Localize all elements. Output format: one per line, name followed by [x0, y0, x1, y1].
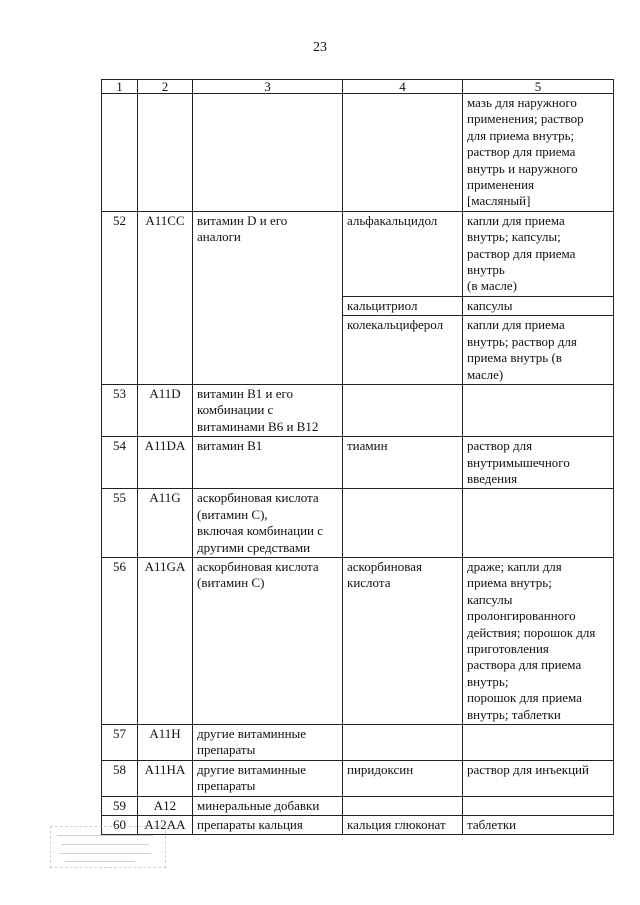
row-number: 57: [102, 725, 138, 761]
dosage-forms: [463, 489, 614, 558]
anatomical-group: аскорбиновая кислота (витамин С), включая комбинации с другими средствами: [193, 489, 343, 558]
atc-code: A11D: [138, 384, 193, 436]
anatomical-group: препараты кальция: [193, 816, 343, 835]
dosage-forms: капли для приема внутрь; раствор для приема внутрь (в масле): [463, 316, 614, 385]
table-row: [102, 384, 614, 436]
row-number: [102, 94, 138, 212]
dosage-forms: капсулы: [463, 296, 614, 315]
atc-code: A11G: [138, 489, 193, 558]
header-col-5: 5: [463, 80, 614, 94]
anatomical-group: витамин В1: [193, 437, 343, 489]
drug-name: колекальциферол: [343, 316, 463, 385]
drug-name: кальцитриол: [343, 296, 463, 315]
anatomical-group: аскорбиновая кислота (витамин С): [193, 557, 343, 724]
table-row: [102, 437, 614, 489]
drug-table: [101, 79, 614, 835]
faded-stamp: [50, 826, 166, 868]
row-number: 54: [102, 437, 138, 489]
table-row: [102, 557, 614, 724]
drug-name: [343, 94, 463, 212]
atc-code: A12AA: [138, 816, 193, 835]
atc-code: A11DA: [138, 437, 193, 489]
atc-code: A11H: [138, 725, 193, 761]
table-row: [102, 94, 614, 212]
header-col-1: 1: [102, 80, 138, 94]
table-row: [102, 489, 614, 558]
row-number: 60: [102, 816, 138, 835]
table-header-row: [102, 80, 614, 94]
header-col-4: 4: [343, 80, 463, 94]
row-number: 59: [102, 796, 138, 815]
table-row: [102, 725, 614, 761]
dosage-forms: [463, 796, 614, 815]
row-number: 56: [102, 557, 138, 724]
atc-code: A11HA: [138, 760, 193, 796]
row-number: 55: [102, 489, 138, 558]
page-number: 23: [313, 40, 327, 55]
drug-name: [343, 384, 463, 436]
table-row: [102, 211, 614, 296]
drug-name: [343, 796, 463, 815]
drug-name: [343, 725, 463, 761]
dosage-forms: раствор для инъекций: [463, 760, 614, 796]
drug-name: кальция глюконат: [343, 816, 463, 835]
drug-name: [343, 489, 463, 558]
row-number: 53: [102, 384, 138, 436]
atc-code: A11GA: [138, 557, 193, 724]
drug-name: аскорбиновая кислота: [343, 557, 463, 724]
anatomical-group: другие витаминные препараты: [193, 760, 343, 796]
row-number: 52: [102, 211, 138, 384]
drug-name: альфакальцидол: [343, 211, 463, 296]
table-row: [102, 796, 614, 815]
anatomical-group: витамин D и его аналоги: [193, 211, 343, 384]
dosage-forms: раствор для внутримышечного введения: [463, 437, 614, 489]
atc-code: A11CC: [138, 211, 193, 384]
anatomical-group: минеральные добавки: [193, 796, 343, 815]
header-col-3: 3: [193, 80, 343, 94]
anatomical-group: витамин В1 и его комбинации с витаминами В6 и В12: [193, 384, 343, 436]
dosage-forms: [463, 384, 614, 436]
dosage-forms: капли для приема внутрь; капсулы; раствор для приема внутрь (в масле): [463, 211, 614, 296]
table-row: [102, 816, 614, 835]
dosage-forms: мазь для наружного применения; раствор для приема внутрь; раствор для приема внутрь и наружного применения [масляный]: [463, 94, 614, 212]
row-number: 58: [102, 760, 138, 796]
anatomical-group: [193, 94, 343, 212]
header-col-2: 2: [138, 80, 193, 94]
atc-code: [138, 94, 193, 212]
dosage-forms: таблетки: [463, 816, 614, 835]
anatomical-group: другие витаминные препараты: [193, 725, 343, 761]
drug-name: пиридоксин: [343, 760, 463, 796]
dosage-forms: [463, 725, 614, 761]
dosage-forms: драже; капли для приема внутрь; капсулы пролонгированного действия; порошок для приготовления раствора для приема внутрь; порошок для приема внутрь; таблетки: [463, 557, 614, 724]
table-row: [102, 760, 614, 796]
drug-name: тиамин: [343, 437, 463, 489]
atc-code: A12: [138, 796, 193, 815]
